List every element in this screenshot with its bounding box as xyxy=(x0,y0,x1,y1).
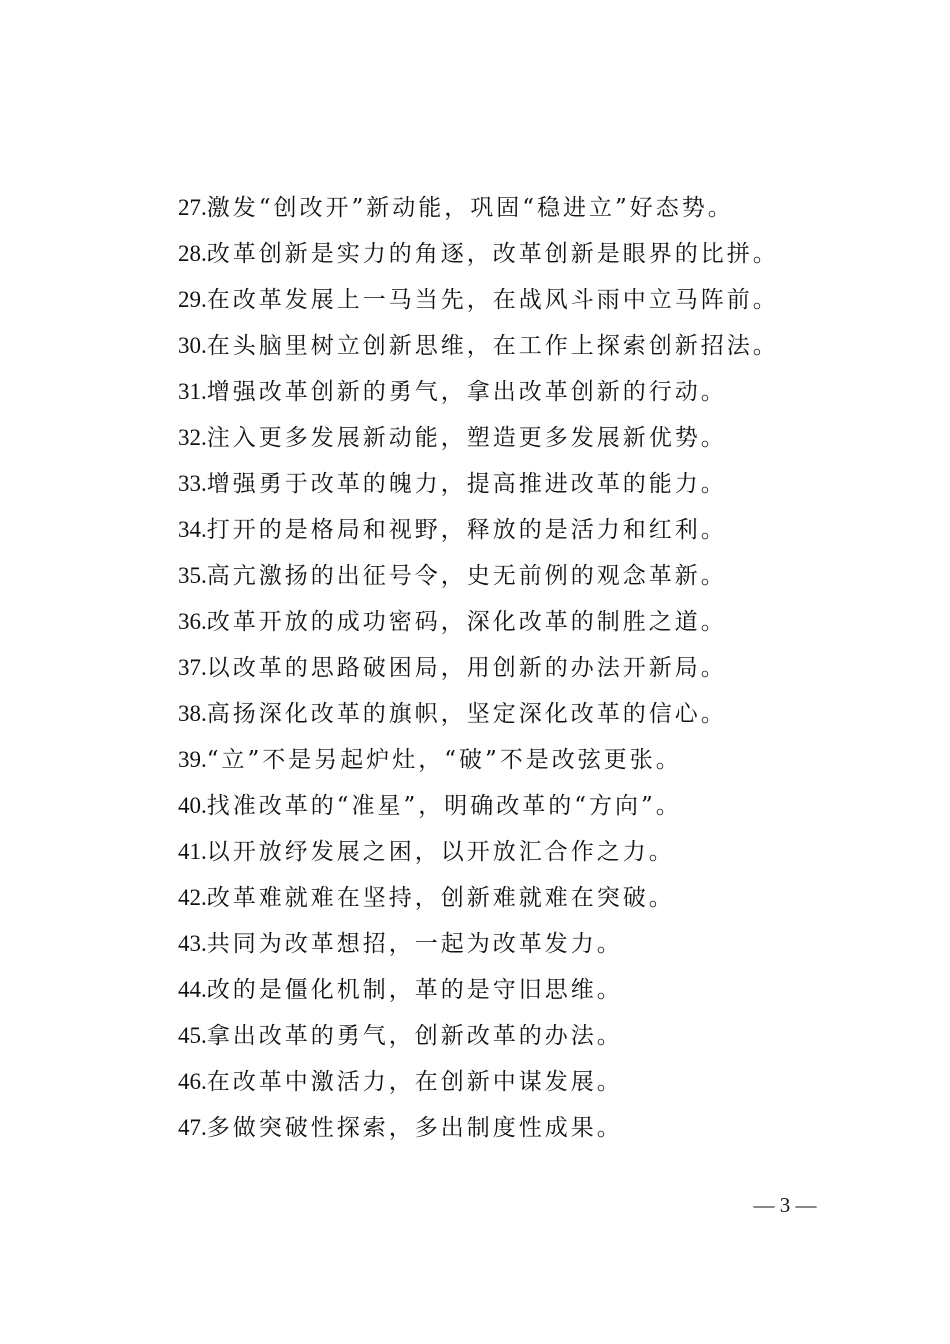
list-item xyxy=(178,691,798,737)
item-text: 高亢激扬的出征号令，史无前例的观念革新。 xyxy=(206,563,727,589)
item-text: 多做突破性探索，多出制度性成果。 xyxy=(206,1115,623,1141)
item-text: 注入更多发展新动能，塑造更多发展新优势。 xyxy=(206,425,727,451)
item-number: 40. xyxy=(178,793,207,818)
list-item xyxy=(178,231,798,277)
list-item xyxy=(178,277,798,323)
list-item xyxy=(178,967,798,1013)
list-item xyxy=(178,185,798,231)
item-text: 改革开放的成功密码，深化改革的制胜之道。 xyxy=(206,609,727,635)
item-text: 在头脑里树立创新思维，在工作上探索创新招法。 xyxy=(206,333,779,359)
item-number: 39. xyxy=(178,747,207,772)
item-text: 在改革中激活力，在创新中谋发展。 xyxy=(206,1069,623,1095)
list-item xyxy=(178,783,798,829)
item-number: 42. xyxy=(178,885,207,910)
item-text: “立”不是另起炉灶，“破”不是改弦更张。 xyxy=(206,747,682,773)
item-number: 46. xyxy=(178,1069,207,1094)
item-number: 33. xyxy=(178,471,207,496)
item-number: 38. xyxy=(178,701,207,726)
item-text: 改的是僵化机制，革的是守旧思维。 xyxy=(206,977,623,1003)
item-number: 28. xyxy=(178,241,207,266)
item-text: 激发“创改开”新动能，巩固“稳进立”好态势。 xyxy=(206,195,734,221)
item-text: 打开的是格局和视野，释放的是活力和红利。 xyxy=(206,517,727,543)
item-number: 44. xyxy=(178,977,207,1002)
item-number: 32. xyxy=(178,425,207,450)
list-item xyxy=(178,645,798,691)
item-text: 找准改革的“准星”，明确改革的“方向”。 xyxy=(206,793,682,819)
item-number: 27. xyxy=(178,195,207,220)
item-text: 高扬深化改革的旗帜，坚定深化改革的信心。 xyxy=(206,701,727,727)
item-text: 改革难就难在坚持，创新难就难在突破。 xyxy=(206,885,675,911)
item-number: 29. xyxy=(178,287,207,312)
list-item xyxy=(178,737,798,783)
item-text: 在改革发展上一马当先，在战风斗雨中立马阵前。 xyxy=(206,287,779,313)
list-item xyxy=(178,461,798,507)
item-text: 增强改革创新的勇气，拿出改革创新的行动。 xyxy=(206,379,727,405)
item-text: 改革创新是实力的角逐，改革创新是眼界的比拼。 xyxy=(206,241,779,267)
item-number: 35. xyxy=(178,563,207,588)
list-item xyxy=(178,1013,798,1059)
list-item xyxy=(178,323,798,369)
list-item xyxy=(178,553,798,599)
list-item xyxy=(178,507,798,553)
item-text: 增强勇于改革的魄力，提高推进改革的能力。 xyxy=(206,471,727,497)
item-number: 47. xyxy=(178,1115,207,1140)
list-item xyxy=(178,921,798,967)
item-number: 31. xyxy=(178,379,207,404)
item-number: 30. xyxy=(178,333,207,358)
item-number: 41. xyxy=(178,839,207,864)
slogan-list xyxy=(178,185,798,1151)
item-number: 45. xyxy=(178,1023,207,1048)
list-item xyxy=(178,369,798,415)
item-text: 以开放纾发展之困，以开放汇合作之力。 xyxy=(206,839,675,865)
item-text: 共同为改革想招，一起为改革发力。 xyxy=(206,931,623,957)
list-item xyxy=(178,875,798,921)
list-item xyxy=(178,1105,798,1151)
item-number: 43. xyxy=(178,931,207,956)
list-item xyxy=(178,829,798,875)
list-item xyxy=(178,599,798,645)
item-number: 37. xyxy=(178,655,207,680)
list-item xyxy=(178,415,798,461)
item-text: 拿出改革的勇气，创新改革的办法。 xyxy=(206,1023,623,1049)
item-number: 36. xyxy=(178,609,207,634)
page-number: — 3 — xyxy=(753,1193,817,1217)
list-item xyxy=(178,1059,798,1105)
item-text: 以改革的思路破困局，用创新的办法开新局。 xyxy=(206,655,727,681)
item-number: 34. xyxy=(178,517,207,542)
